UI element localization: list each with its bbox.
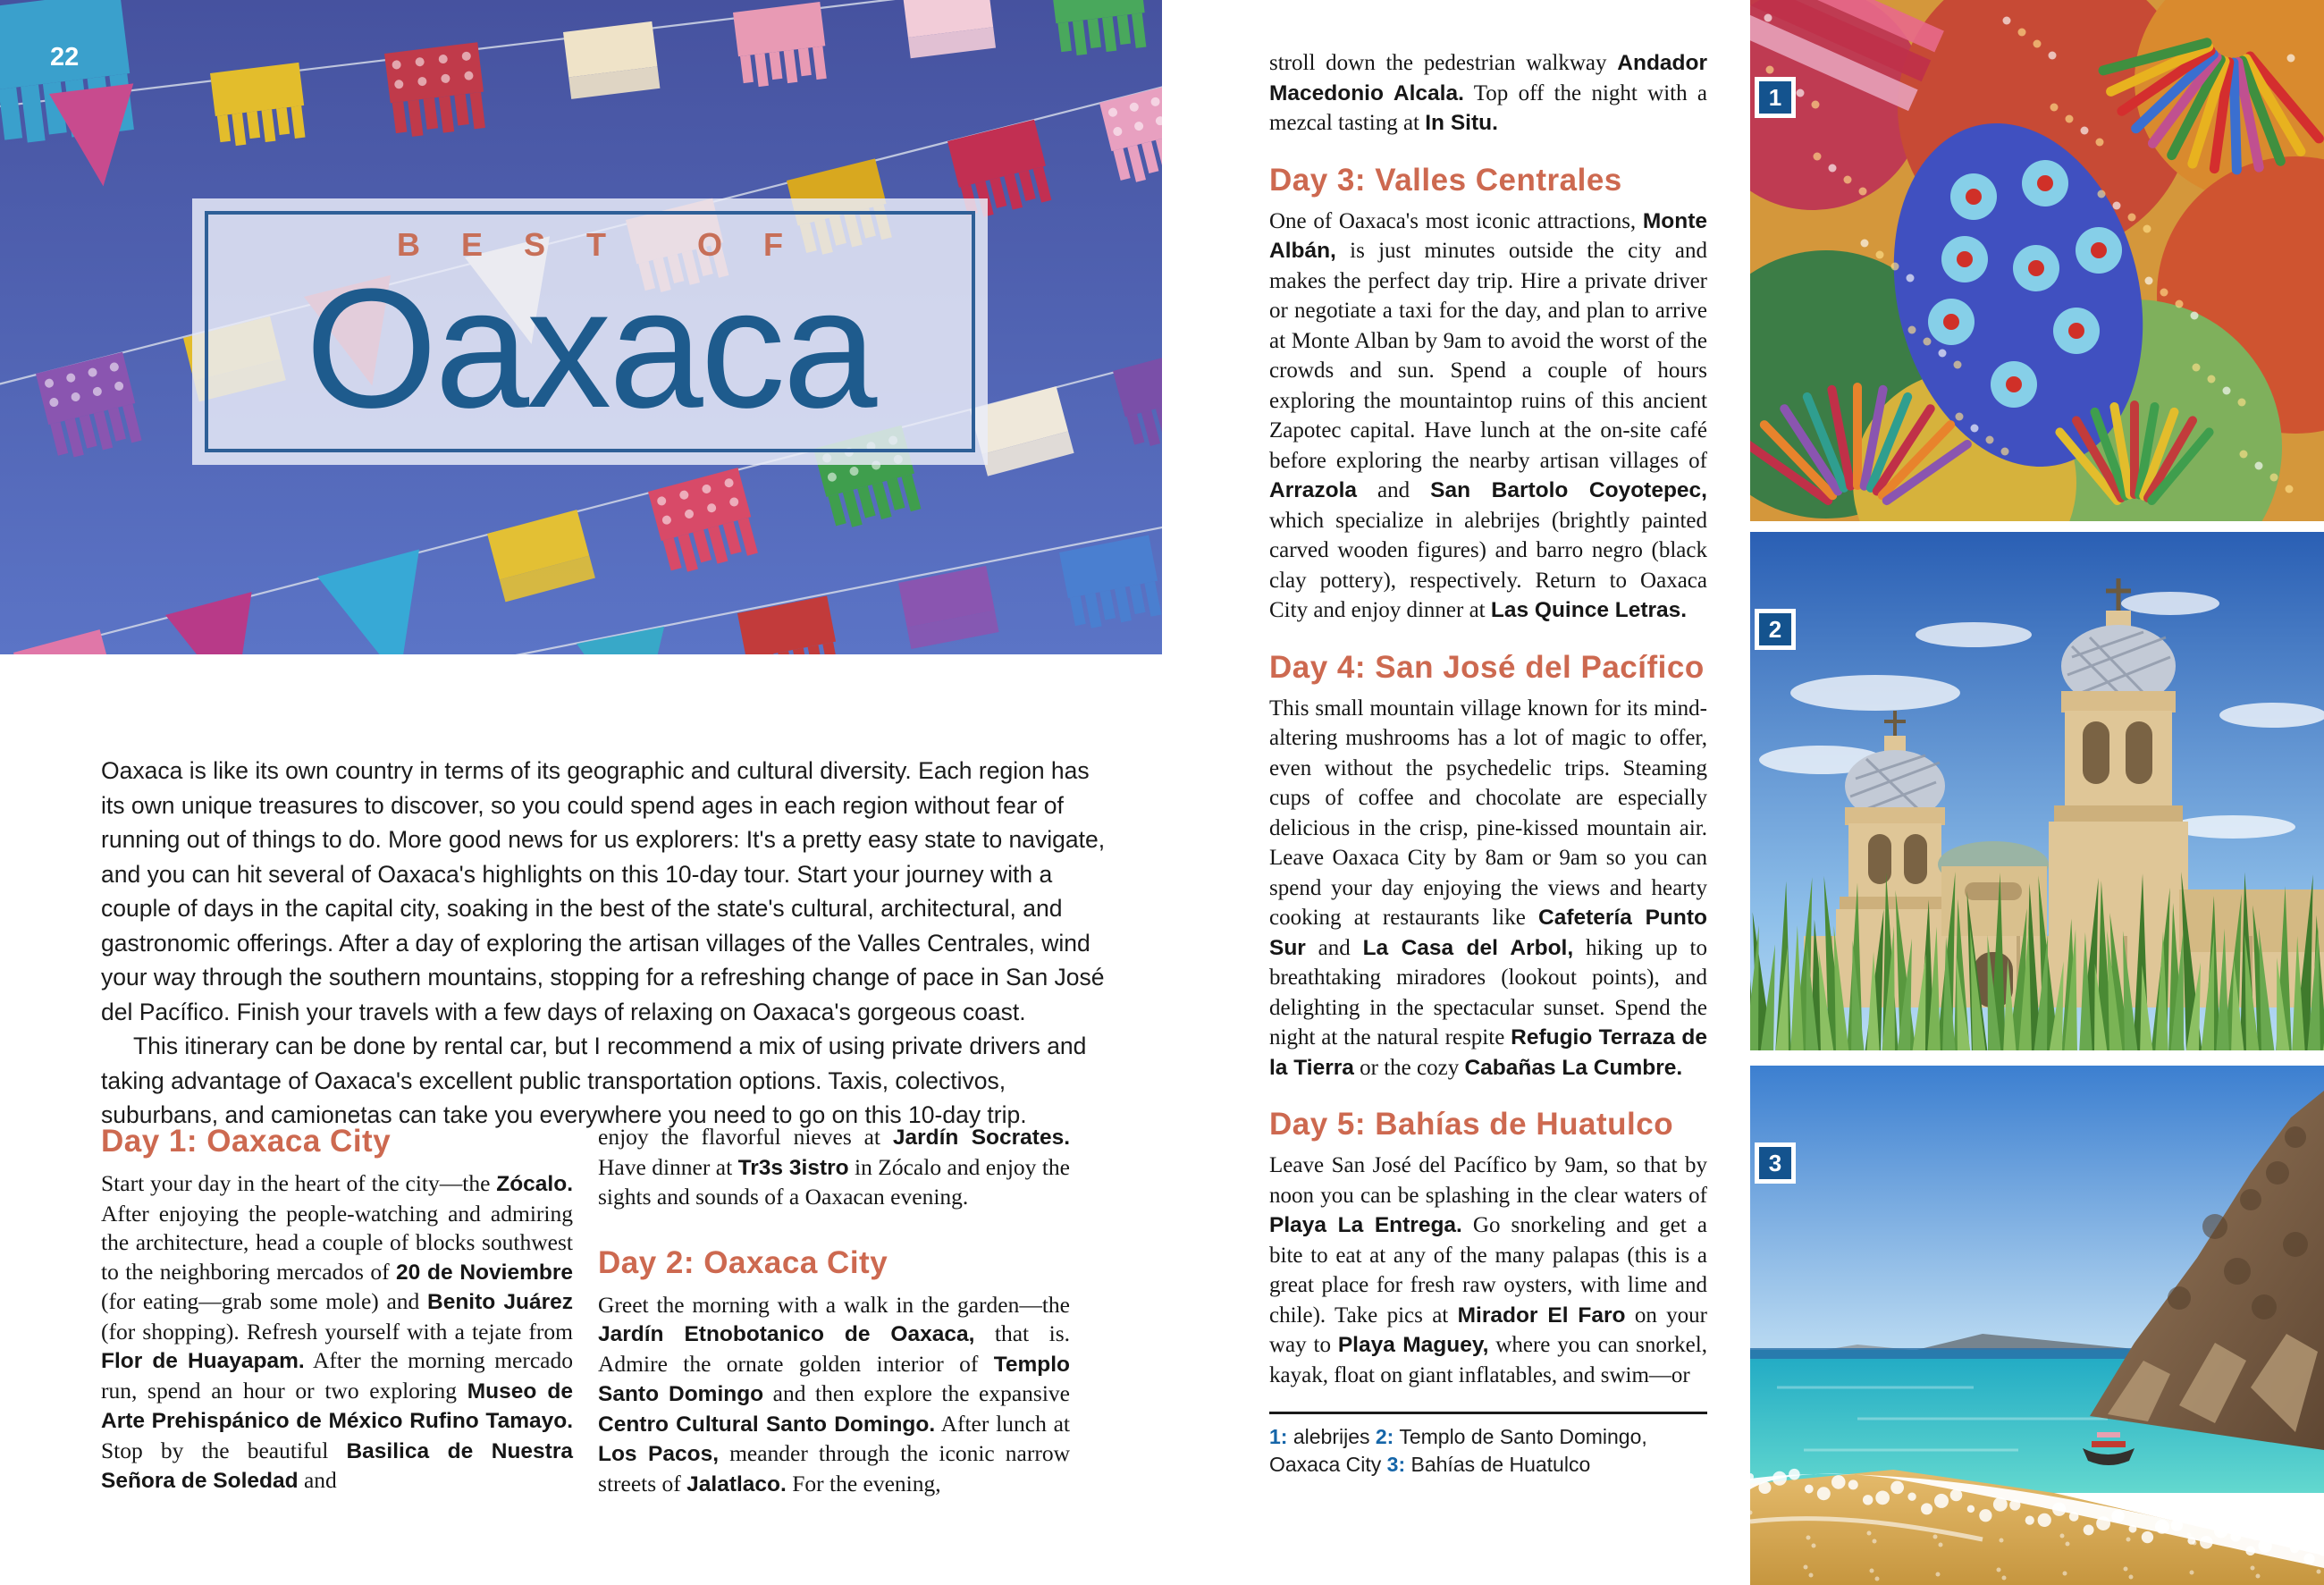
- photo-caption: [1269, 1423, 1707, 1479]
- intro-paragraph-2: This itinerary can be done by rental car, but I recommend a mix of using private drivers and taking advantage of Oaxaca's excellent public transportation options. Taxis, colectivos, suburbans, and camionetas can take you everywhere you need to go on this 10-day trip.: [101, 1033, 1087, 1128]
- left-column: [101, 1123, 573, 1499]
- day1-body-part1: Start your day in the heart of the city—the Zócalo. After enjoying the people-watching and admiring the architecture, head a couple of blocks southwest to the neighboring mercados of 20 de Noviembre (for eating—grab some mole) and Benito Juárez (for shopping). Refresh yourself with a tejate from Flor de Huayapam. After the morning mercado run, spend an hour or two exploring Museo de Arte Prehispánico de México Rufino Tamayo. Stop by the beautiful Basilica de Nuestra Señora de Soledad and: [101, 1170, 574, 1493]
- photo-badge-1: 1: [1755, 77, 1796, 118]
- right-page-column: [1269, 48, 1707, 1479]
- right-column: [598, 1123, 1070, 1499]
- day2-continuation: stroll down the pedestrian walkway Andador Macedonio Alcala. Top off the night with a mezcal tasting at In Situ.: [1269, 51, 1708, 135]
- intro-paragraph-1: Oaxaca is like its own country in terms of its geographic and cultural diversity. Each region has its own unique treasures to discover, so you could spend ages in each region without fear of running out of things to do. More good news for us explorers: It's a pretty easy state to navigate, and you can hit several of Oaxaca's highlights on this 10-day tour. Start your journey with a couple of days in the capital city, soaking in the best of the state's cultural, architectural, and gastronomic offerings. After a day of exploring the artisan villages of the Valles Centrales, wind your way through the southern mountains, stopping for a refreshing change of pace in San José del Pacífico. Finish your travels with a few days of relaxing on Oaxaca's gorgeous coast.: [101, 757, 1106, 1025]
- intro-block: [101, 754, 1109, 1133]
- photo-badge-3: 3: [1755, 1142, 1796, 1184]
- day3-heading: Day 3: Valles Centrales: [1269, 162, 1622, 198]
- day5-body: Leave San José del Pacífico by 9am, so that by noon you can be splashing in the clear waters of Playa La Entrega. Go snorkeling and get a bite to eat at any of the many palapas (this is a great place for fresh raw oysters, with lime and chile). Take pics at Mirador El Faro on your way to Playa Maguey, where you can snorkel, kayak, float on giant inflatables, and swim—or: [1269, 1153, 1707, 1387]
- page-title: Oaxaca: [305, 254, 875, 444]
- caption-number-3: 3:: [1386, 1453, 1406, 1476]
- photo-alebrijes: [1750, 0, 2324, 521]
- caption-rule: [1269, 1412, 1707, 1414]
- alebrijes-illustration: [1750, 0, 2324, 521]
- day-sections-left-page: [101, 1123, 1166, 1499]
- title-panel-border: [205, 211, 975, 452]
- church-illustration: [1750, 532, 2324, 1050]
- day4-body: This small mountain village known for its mind-altering mushrooms has a lot of magic to offer, even without the psychedelic trips. Steaming cups of coffee and chocolate are especially delicious in the crisp, pine-kissed mountain air. Leave Oaxaca City by 8am or 9am so you can spend your day enjoying the views and hearty cooking at restaurants like Cafetería Punto Sur and La Casa del Arbol, hiking up to breathtaking miradores (lookout points), and delighting in the spectacular sunset. Spend the night at the natural respite Refugio Terraza de la Tierra or the cozy Cabañas La Cumbre.: [1269, 696, 1707, 1080]
- hero-photo-papel-picado: [0, 0, 1162, 654]
- photo-badge-2: 2: [1755, 609, 1796, 650]
- caption-text-2: Templo de Santo Domingo, Oaxaca City: [1269, 1425, 1647, 1476]
- caption-number-1: 1:: [1269, 1425, 1288, 1448]
- series-eyebrow: BEST OF: [396, 226, 824, 264]
- photo-stack: [1750, 0, 2324, 1585]
- photo-bahias-de-huatulco: [1750, 1066, 2324, 1585]
- day3-body: One of Oaxaca's most iconic attractions, Monte Albán, is just minutes outside the city and makes the perfect day trip. Hire a private driver or negotiate a taxi for the day, and plan to arrive at Monte Alban by 9am to avoid the worst of the crowds and sun. Spend a couple of hours exploring the mountaintop ruins of this ancient Zapotec capital. Have lunch at the on-site café before exploring the nearby artisan villages of Arrazola and San Bartolo Coyotepec, which specialize in alebrijes (brightly painted carved wooden figures) and barro negro (black clay pottery), respectively. Return to Oaxaca City and enjoy dinner at Las Quince Letras.: [1269, 208, 1707, 622]
- day1-heading: Day 1: Oaxaca City: [101, 1124, 392, 1159]
- caption-text-3: Bahías de Huatulco: [1410, 1453, 1591, 1476]
- day4-heading: Day 4: San José del Pacífico: [1269, 649, 1705, 685]
- title-panel: [192, 198, 988, 465]
- page-number: 22: [50, 43, 80, 72]
- photo-templo-santo-domingo: [1750, 532, 2324, 1050]
- beach-illustration: [1750, 1066, 2324, 1585]
- day5-heading: Day 5: Bahías de Huatulco: [1269, 1107, 1674, 1142]
- day2-heading: Day 2: Oaxaca City: [598, 1244, 888, 1280]
- caption-text-1: alebrijes: [1293, 1425, 1370, 1448]
- caption-number-2: 2:: [1375, 1425, 1394, 1448]
- day2-body: Greet the morning with a walk in the garden—the Jardín Etnobotanico de Oaxaca, that is. Admire the ornate golden interior of Templo Santo Domingo and then explore the expansive Centro Cultural Santo Domingo. After lunch at Los Pacos, meander through the iconic narrow streets of Jalatlaco. For the evening,: [598, 1291, 1071, 1496]
- day1-body-part2: enjoy the flavorful nieves at Jardín Socrates. Have dinner at Tr3s 3istro in Zócalo and enjoy the sights and sounds of a Oaxacan evening.: [598, 1124, 1070, 1210]
